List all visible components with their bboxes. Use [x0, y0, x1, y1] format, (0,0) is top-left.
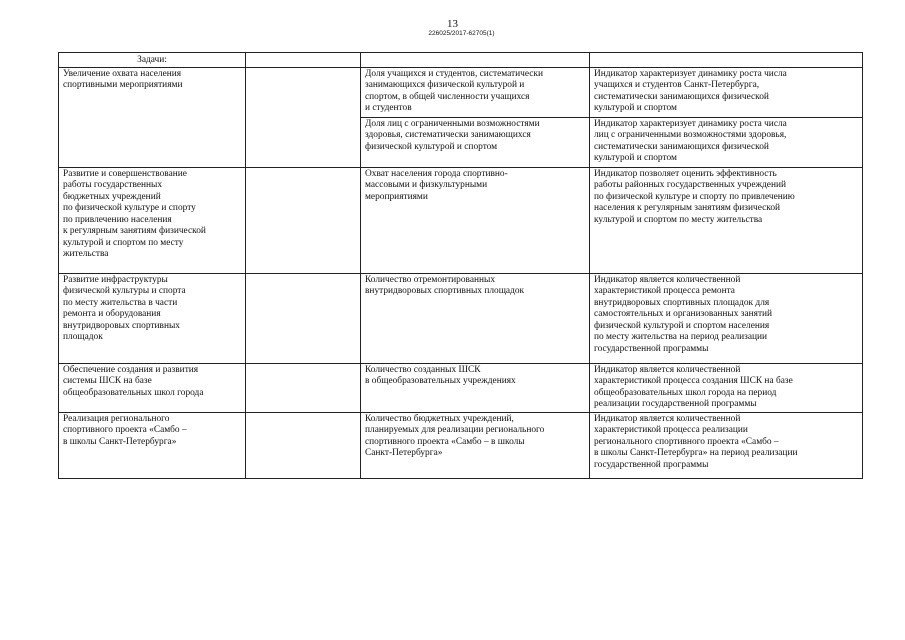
table-row — [59, 412, 863, 478]
indicator-name: Охват населения города спортивно- массовыми и физкультурными мероприятиями — [365, 168, 508, 202]
table-row — [59, 363, 863, 412]
indicator-description: Индикатор является количественной характеристикой процесса реализации регионального спортивного проекта «Самбо – в школы Санкт-Петербурга» на период реализации государственной программы — [594, 413, 798, 470]
task-cell — [59, 363, 246, 412]
indicator-description: Индикатор позволяет оценить эффективность работы районных государственных учреждений по физической культуре и спорту по привлечению населения к регулярным занятиям физической культурой и спортом по месту жительства — [594, 168, 795, 225]
indicator-name-cell — [361, 67, 590, 117]
task-text: Реализация регионального спортивного проекта «Самбо – в школы Санкт-Петербурга» — [63, 413, 187, 447]
empty-cell — [246, 167, 361, 273]
empty-cell — [246, 67, 361, 167]
empty-cell — [246, 363, 361, 412]
indicator-name-cell — [361, 363, 590, 412]
table-row — [59, 167, 863, 273]
table-header-row — [59, 53, 863, 68]
header-empty-cell — [590, 53, 863, 68]
indicator-description-cell — [590, 412, 863, 478]
table-row — [59, 273, 863, 363]
task-cell — [59, 167, 246, 273]
task-text: Увеличение охвата населения спортивными мероприятиями — [63, 68, 183, 90]
task-text: Развитие и совершенствование работы государственных бюджетных учреждений по физической культуре и спорту по привлечению населения к регулярным занятиям физической культурой и спортом по месту жительства — [63, 168, 206, 259]
indicator-name-cell — [361, 412, 590, 478]
task-text: Развитие инфраструктуры физической культуры и спорта по месту жительства в части ремонта и оборудования внутридворовых спортивных площадок — [63, 274, 186, 342]
task-text: Обеспечение создания и развития системы ШСК на базе общеобразовательных школ города — [63, 364, 204, 398]
task-cell — [59, 412, 246, 478]
indicator-name: Количество созданных ШСК в общеобразовательных учреждениях — [365, 364, 516, 386]
indicator-description: Индикатор характеризует динамику роста числа лиц с ограниченными возможностями здоровья, систематически занимающихся физической культурой и спортом — [594, 118, 787, 163]
indicator-description-cell — [590, 363, 863, 412]
indicator-name: Доля учащихся и студентов, систематически занимающихся физической культурой и спортом, в общей численности учащихся и студентов — [365, 68, 543, 113]
table-row — [59, 67, 863, 117]
header-tasks-cell: Задачи: — [59, 53, 246, 68]
indicator-description-cell — [590, 117, 863, 167]
empty-cell — [246, 412, 361, 478]
indicator-name: Количество бюджетных учреждений, планируемых для реализации регионального спортивного проекта «Самбо – в школы Санкт-Петербурга» — [365, 413, 545, 458]
indicator-description: Индикатор является количественной характеристикой процесса создания ШСК на базе общеобразовательных школ города на период реализации государственной программы — [594, 364, 793, 409]
indicator-name-cell — [361, 273, 590, 363]
task-cell — [59, 273, 246, 363]
indicator-name-cell — [361, 167, 590, 273]
indicator-description-cell — [590, 167, 863, 273]
indicator-name-cell — [361, 117, 590, 167]
task-cell — [59, 67, 246, 167]
indicator-name: Доля лиц с ограниченными возможностями здоровья, систематически занимающихся физической культурой и спортом — [365, 118, 540, 152]
indicator-name: Количество отремонтированных внутридворовых спортивных площадок — [365, 274, 525, 296]
indicator-description: Индикатор характеризует динамику роста числа учащихся и студентов Санкт-Петербурга, систематически занимающихся физической культурой и спортом — [594, 68, 787, 113]
header-empty-cell — [361, 53, 590, 68]
empty-cell — [246, 273, 361, 363]
header-empty-cell — [246, 53, 361, 68]
indicator-description-cell — [590, 67, 863, 117]
page-number: 13 — [447, 18, 458, 30]
tasks-table — [58, 52, 863, 479]
indicator-description: Индикатор является количественной характеристикой процесса ремонта внутридворовых спортивных площадок для самостоятельных и организованных занятий физической культурой и спортом населения по месту жительства на период реализации государственной программы — [594, 274, 773, 354]
indicator-description-cell — [590, 273, 863, 363]
document-id: 226025/2017-62705(1) — [428, 30, 495, 37]
